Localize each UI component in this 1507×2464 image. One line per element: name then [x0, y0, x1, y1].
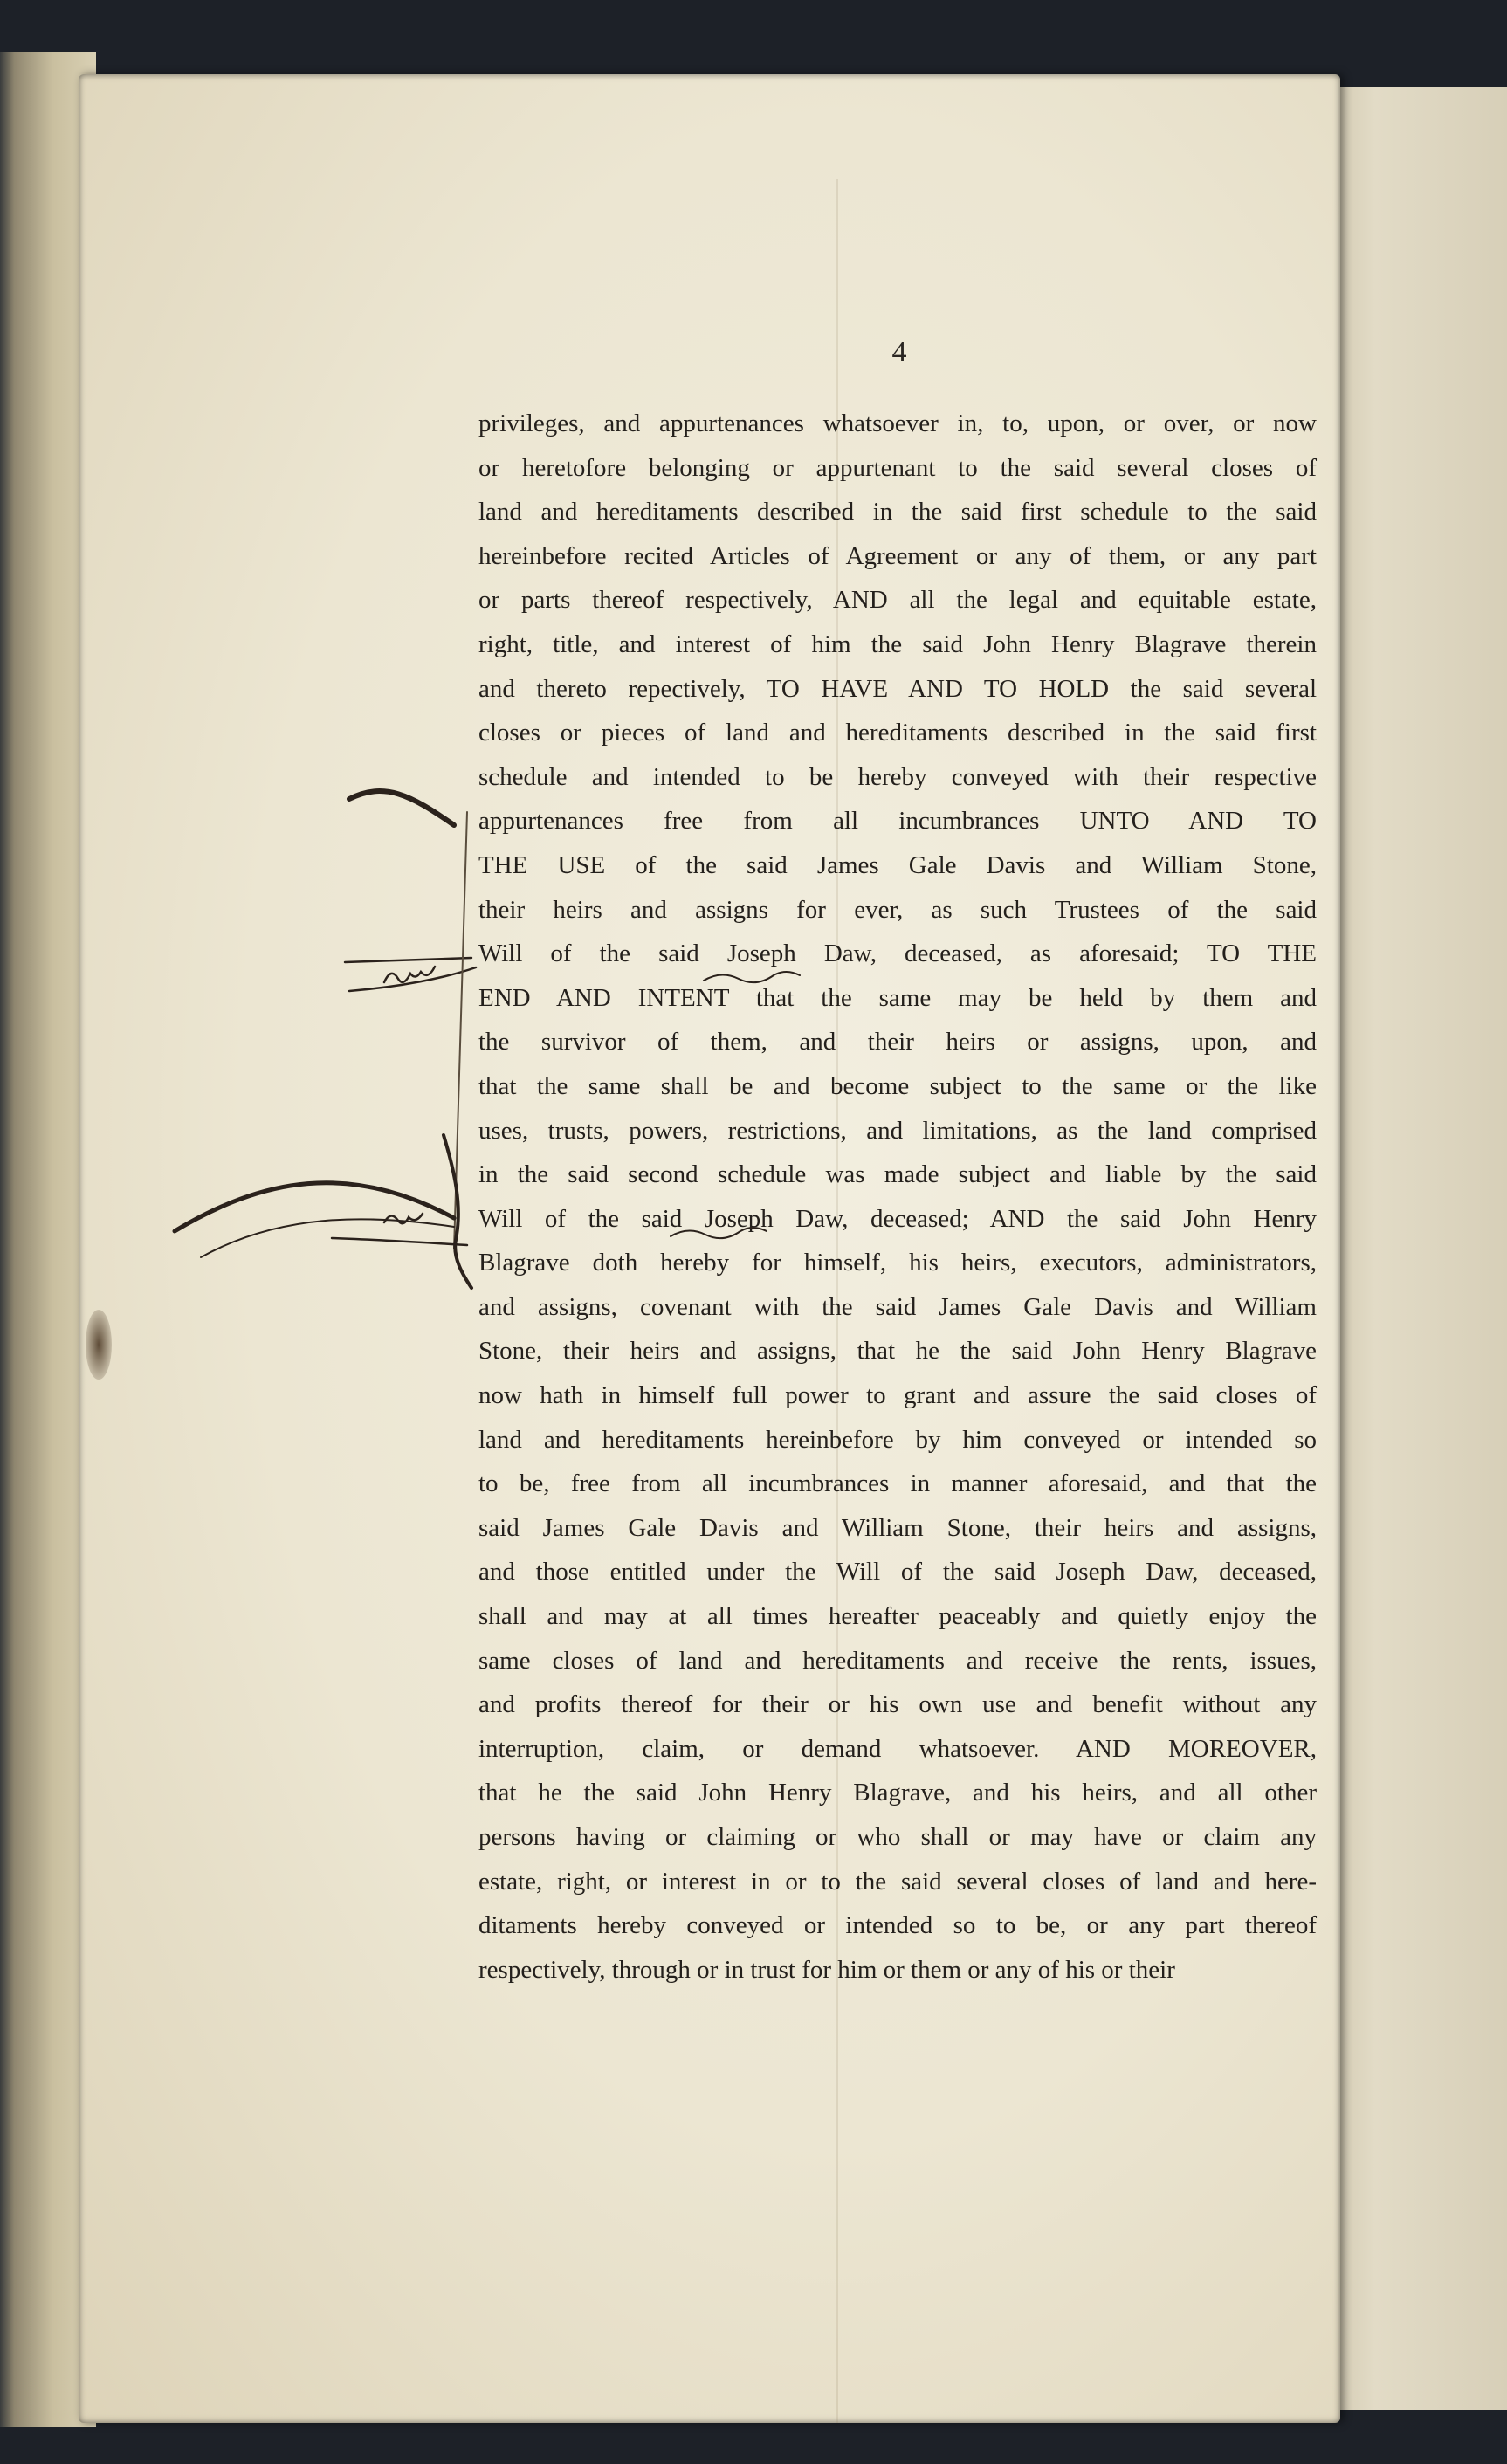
text-line: schedule and intended to be hereby conveyed with their respective	[478, 762, 1317, 791]
text-line: same closes of land and hereditaments and receive the rents, issues,	[478, 1646, 1317, 1675]
text-line: or heretofore belonging or appurtenant to the said several closes of	[478, 453, 1317, 482]
text-line: THE USE of the said James Gale Davis and William Stone,	[478, 850, 1317, 879]
text-line: to be, free from all incumbrances in manner aforesaid, and that the	[478, 1469, 1317, 1498]
text-line: now hath in himself full power to grant and assure the said closes of	[478, 1381, 1317, 1410]
text-line: Will of the said Joseph Daw, deceased, as aforesaid; TO THE	[478, 939, 1317, 968]
text-line: shall and may at all times hereafter peaceably and quietly enjoy the	[478, 1602, 1317, 1631]
text-line: or parts thereof respectively, AND all the legal and equitable estate,	[478, 586, 1317, 615]
page-number: 4	[891, 336, 907, 368]
text-line: END AND INTENT that the same may be held by them and	[478, 983, 1317, 1012]
text-line: interruption, claim, or demand whatsoever. AND MOREOVER,	[478, 1734, 1317, 1763]
underlying-page	[1318, 87, 1507, 2410]
text-line: land and hereditaments hereinbefore by him conveyed or intended so	[478, 1425, 1317, 1454]
text-line: Blagrave doth hereby for himself, his heirs, executors, administrators,	[478, 1249, 1317, 1277]
text-line: closes or pieces of land and hereditaments described in the said first	[478, 719, 1317, 747]
text-line: and thereto repectively, TO HAVE AND TO HOLD the said several	[478, 674, 1317, 703]
text-line: said James Gale Davis and William Stone, their heirs and assigns,	[478, 1513, 1317, 1542]
text-line: land and hereditaments described in the said first schedule to the said	[478, 498, 1317, 527]
text-line: and assigns, covenant with the said James Gale Davis and William	[478, 1292, 1317, 1321]
text-line: right, title, and interest of him the said John Henry Blagrave therein	[478, 630, 1317, 658]
text-line: and those entitled under the Will of the said Joseph Daw, deceased,	[478, 1558, 1317, 1586]
ink-stain	[86, 1310, 112, 1380]
text-line: that he the said John Henry Blagrave, and his heirs, and all other	[478, 1779, 1317, 1807]
text-line: estate, right, or interest in or to the said several closes of land and here-	[478, 1867, 1317, 1896]
text-line: Will of the said Joseph Daw, deceased; AND the said John Henry	[478, 1204, 1317, 1233]
text-line: persons having or claiming or who shall or may have or claim any	[478, 1823, 1317, 1851]
text-line: in the said second schedule was made subject and liable by the said	[478, 1160, 1317, 1189]
text-line: appurtenances free from all incumbrances UNTO AND TO	[478, 807, 1317, 836]
text-line: their heirs and assigns for ever, as such Trustees of the said	[478, 895, 1317, 924]
text-line: uses, trusts, powers, restrictions, and limitations, as the land comprised	[478, 1116, 1317, 1145]
text-line: ditaments hereby conveyed or intended so to be, or any part thereof	[478, 1911, 1317, 1940]
text-line: respectively, through or in trust for him or them or any of his or their	[478, 1955, 1175, 1984]
text-line: privileges, and appurtenances whatsoever in, to, upon, or over, or now	[478, 410, 1317, 437]
text-line: and profits thereof for their or his own use and benefit without any	[478, 1690, 1317, 1719]
text-line: the survivor of them, and their heirs or assigns, upon, and	[478, 1028, 1317, 1056]
text-line: Stone, their heirs and assigns, that he the said John Henry Blagrave	[478, 1337, 1317, 1366]
text-line: hereinbefore recited Articles of Agreement or any of them, or any part	[478, 541, 1317, 570]
text-line: that the same shall be and become subject to the same or the like	[478, 1071, 1317, 1100]
body-text	[478, 402, 1317, 1992]
